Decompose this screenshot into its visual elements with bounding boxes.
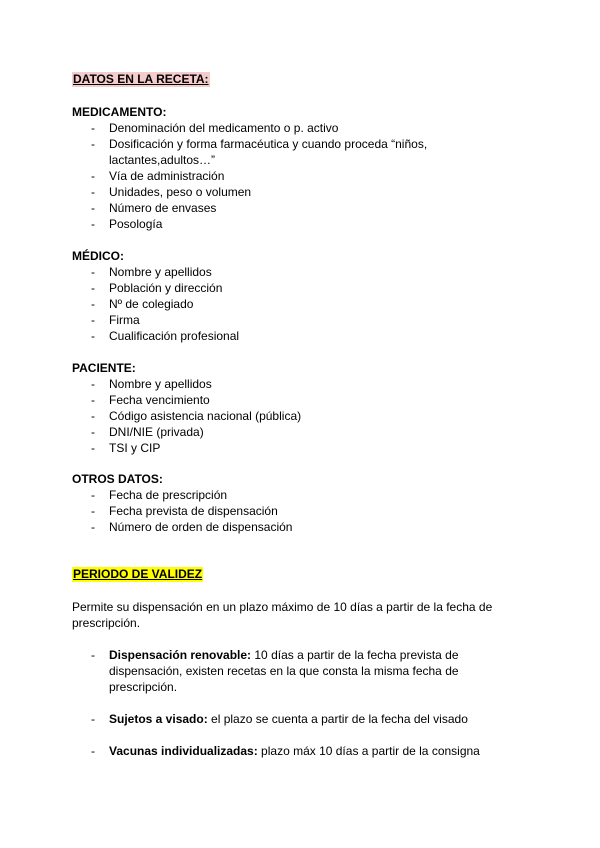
- heading-paciente: PACIENTE:: [72, 361, 136, 375]
- term-label: Sujetos a visado:: [109, 712, 208, 726]
- dash-marker: -: [91, 297, 95, 311]
- list-item: - Nombre y apellidos: [91, 265, 212, 279]
- term-text: plazo máx 10 días a partir de la consigna: [257, 744, 480, 758]
- list-item: - Código asistencia nacional (pública): [91, 409, 302, 423]
- datos-title-text: DATOS EN LA RECETA:: [73, 72, 209, 86]
- list-item: - Fecha vencimiento: [91, 393, 210, 407]
- dash-marker: -: [91, 169, 95, 183]
- list-item: - Nº de colegiado: [91, 297, 194, 311]
- term-text: el plazo se cuenta a partir de la fecha del visado: [207, 712, 468, 726]
- heading-otros-datos: OTROS DATOS:: [72, 472, 163, 486]
- list-item: - Unidades, peso o volumen: [91, 185, 252, 199]
- list-paciente: [0, 376, 600, 456]
- validez-item-visado: [0, 711, 600, 727]
- dash-marker: -: [91, 121, 95, 135]
- dash-marker: -: [91, 409, 95, 423]
- validez-title-text: PERIODO DE VALIDEZ: [73, 567, 203, 581]
- validez-item-vacunas: [0, 743, 600, 759]
- dash-marker: -: [91, 425, 95, 439]
- dash-marker: -: [91, 217, 95, 231]
- dash-marker: -: [91, 185, 95, 199]
- list-item: - Población y dirección: [91, 281, 223, 295]
- dash-marker: -: [91, 744, 95, 758]
- validez-intro: Permite su dispensación en un plazo máximo de 10 días a partir de la fecha de prescripción.: [72, 600, 493, 630]
- dash-marker: -: [91, 488, 95, 502]
- list-item: - Número de orden de dispensación: [91, 520, 293, 534]
- dash-marker: -: [91, 265, 95, 279]
- list-item: - Cualificación profesional: [91, 329, 240, 343]
- heading-medico: MÉDICO:: [72, 249, 124, 263]
- list-item: - Fecha prevista de dispensación: [91, 504, 278, 518]
- validez-item-renovable: [0, 647, 600, 695]
- dash-marker: -: [91, 313, 95, 327]
- dash-marker: -: [91, 504, 95, 518]
- dash-marker: -: [91, 201, 95, 215]
- list-item: - Denominación del medicamento o p. activo: [91, 121, 339, 135]
- dash-marker: -: [91, 393, 95, 407]
- dash-marker: -: [91, 137, 95, 151]
- list-item: - TSI y CIP: [91, 441, 161, 455]
- dash-marker: -: [91, 281, 95, 295]
- list-item: - Posología: [91, 217, 163, 231]
- list-item: - Dosificación y forma farmacéutica y cuando proceda “niños, lactantes,adultos…”: [91, 137, 428, 167]
- section-title-datos: [72, 72, 210, 87]
- list-item: - Vía de administración: [91, 169, 225, 183]
- list-item: - Nombre y apellidos: [91, 377, 212, 391]
- dash-marker: -: [91, 712, 95, 726]
- dash-marker: -: [91, 520, 95, 534]
- term-label: Vacunas individualizadas:: [109, 744, 258, 758]
- list-otros-datos: [0, 487, 600, 535]
- dash-marker: -: [91, 648, 95, 662]
- list-medico: [0, 264, 600, 344]
- heading-medicamento: MEDICAMENTO:: [72, 105, 167, 119]
- term-text: 10 días a partir de la fecha prevista de dispensación, existen recetas en la que consta la misma fecha de prescripción.: [109, 648, 459, 694]
- list-item: - Número de envases: [91, 201, 217, 215]
- list-item: - DNI/NIE (privada): [91, 425, 204, 439]
- dash-marker: -: [91, 329, 95, 343]
- term-label: Dispensación renovable:: [109, 648, 252, 662]
- dash-marker: -: [91, 441, 95, 455]
- section-title-validez: [72, 567, 203, 582]
- dash-marker: -: [91, 377, 95, 391]
- list-medicamento: [0, 120, 600, 232]
- list-item: - Firma: [91, 313, 140, 327]
- list-item: - Fecha de prescripción: [91, 488, 228, 502]
